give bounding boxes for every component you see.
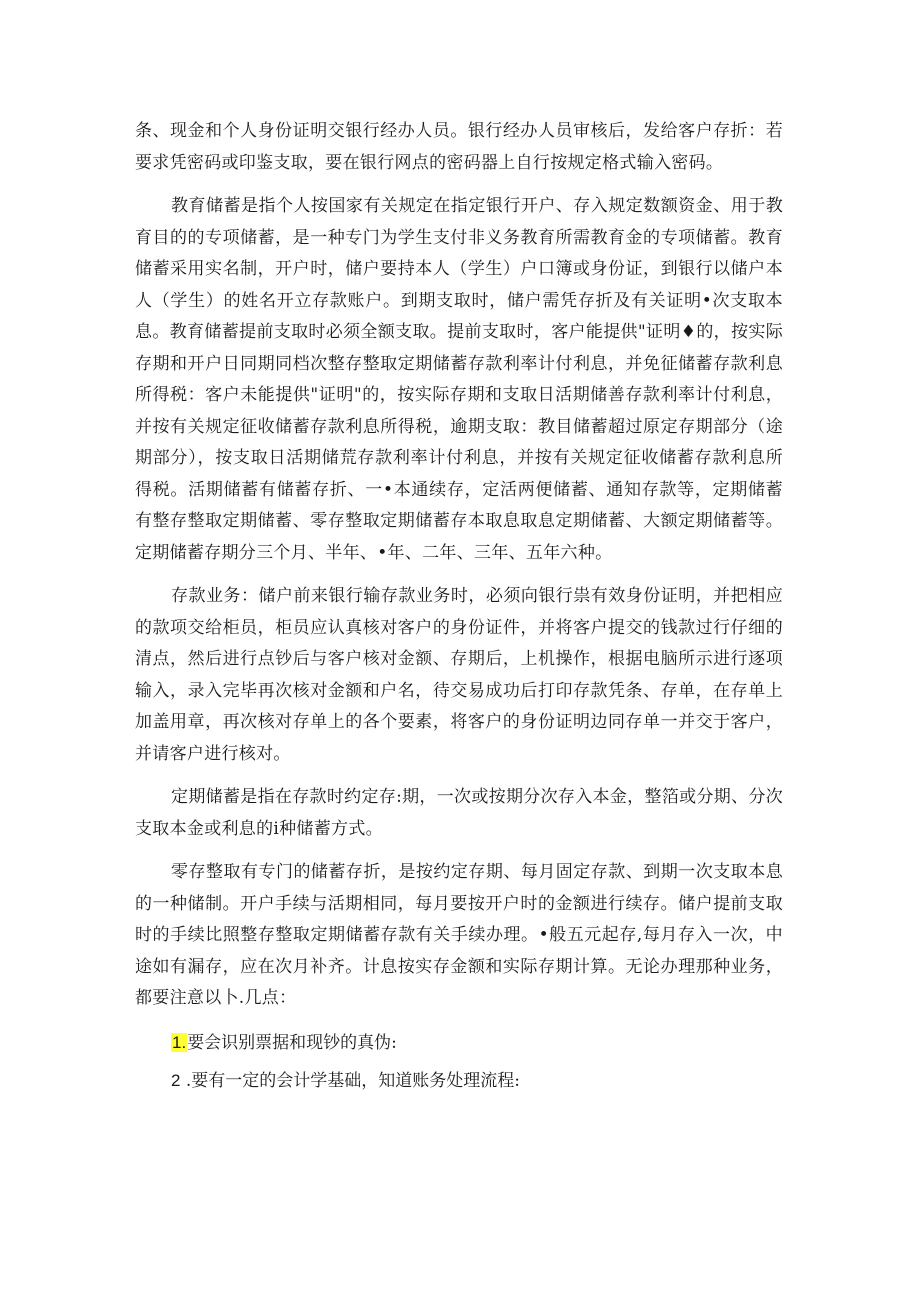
paragraph-fixed-savings: 定期储蓄是指在存款时约定存:期，一次或按期分次存入本金，整箔或分期、分次支取本金或利息的i种储蓄方式。 xyxy=(135,787,783,839)
list-number-highlighted: 1. xyxy=(172,1032,187,1052)
list-item xyxy=(171,1027,783,1060)
notes-list xyxy=(135,1027,783,1098)
list-item-text: 要会识别票据和现钞的真伪: xyxy=(187,1032,397,1053)
paragraph-deposit-business: 存款业务：储户前来银行输存款业务时，必须向银行祟有效身份证明，并把相应的款项交给柜员，柜员应认真核对客户的身份证件，并将客户提交的钱款过行仔细的清点，然后进行点钞后与客户核对金额、存期后，上机操作，根据电脑所示进行逐项输入，录入完毕再次核对金额和户名，待交易成功后打印存款凭条、存单，在存单上加盖用章，再次核对存单上的各个要素，将客户的身份证明边同存单一并交于客户，并请客户进行核对。 xyxy=(135,586,783,764)
document-page xyxy=(135,116,783,1104)
list-item xyxy=(171,1065,783,1098)
paragraph-installment-savings: 零存整取有专门的储蓄存折，是按约定存期、每月固定存款、到期一次支取本息的一种储制。开户手续与活期相同，每月要按开户时的金额进行续存。储户提前支取时的手续比照整存整取定期储蓄存款有关手续办理。•般五元起存,每月存入一次，中途如有漏存，应在次月补齐。计息按实存金额和实际存期计算。无论办理那种业务，都要注意以卜.几点： xyxy=(135,862,783,1008)
list-number: 2 xyxy=(171,1071,181,1090)
paragraph-continuation: 条、现金和个人身份证明交银行经办人员。银行经办人员审核后，发给客户存折：若要求凭密码或印鉴支取，要在银行网点的密码器上自行按规定格式输入密码。 xyxy=(135,121,783,173)
paragraph-education-savings: 教育储蓄是指个人按国家有关规定在指定银行开户、存入规定数额资金、用于教育目的的专项储蓄，是一种专门为学生支付非义务教育所需教育金的专项储蓄。教育储蓄采用实名制，开户时，储户要持本人（学生）户口簿或身份证，到银行以储户本人（学生）的姓名开立存款账户。到期支取时，储户需凭存折及有关证明•次支取本息。教育储蓄提前支取时必须全额支取。提前支取时，客户能提供"证明♦的，按实际存期和开户日同期同档次整存整取定期储蓄存款利率计付利息，并免征储蓄存款利息所得税：客户未能提供"证明"的，按实际存期和支取日活期储善存款利率计付利息，并按有关规定征收储蓄存款利息所得税，逾期支取：教目储蓄超过原定存期部分（途期部分），按支取日活期储荒存款利率计付利息，并按有关规定征收储蓄存款利息所得税。活期储蓄有储蓄存折、一•本通续存，定活两便储蓄、通知存款等，定期储蓄有整存整取定期储蓄、零存整取定期储蓄存本取息取息定期储蓄、大额定期储蓄等。定期储蓄存期分三个月、半年、•年、二年、三年、五年六种。 xyxy=(135,196,783,563)
list-item-text: .要有一定的会计学基础，知道账务处理流程: xyxy=(180,1071,521,1091)
